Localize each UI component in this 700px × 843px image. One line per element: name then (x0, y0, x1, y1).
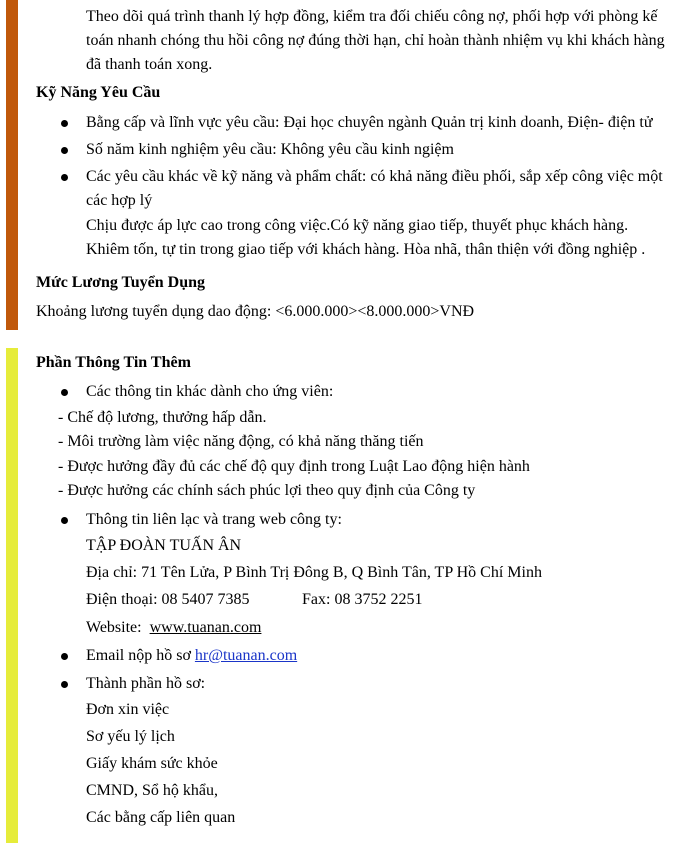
bullet-icon (61, 120, 68, 127)
intro-line: đã thanh toán xong. (86, 56, 213, 73)
bullet-icon (61, 517, 68, 524)
salary-text: Khoảng lương tuyển dụng dao động: <6.000.000><8.000.000>VNĐ (36, 303, 475, 320)
skills-bullet: Các yêu cầu khác về kỹ năng và phẩm chất: có khả năng điều phối, sắp xếp công việc một (86, 168, 663, 185)
bullet-icon (61, 389, 68, 396)
website-link[interactable]: www.tuanan.com (149, 619, 262, 636)
skills-continuation: Khiêm tốn, tự tin trong giao tiếp với khách hàng. Hòa nhã, thân thiện với đồng nghiệp . (86, 241, 646, 258)
website-label: Website: (86, 619, 142, 636)
section-accent-bar-top (6, 0, 18, 330)
benefit-item: - Môi trường làm việc năng động, có khả năng thăng tiến (58, 433, 424, 450)
salary-heading: Mức Lương Tuyển Dụng (36, 274, 205, 291)
bullet-icon (61, 147, 68, 154)
skills-heading: Kỹ Năng Yêu Cầu (36, 84, 161, 101)
document-item: Sơ yếu lý lịch (86, 728, 175, 745)
intro-line: toán nhanh chóng thu hồi công nợ đúng thời hạn, chỉ hoàn thành nhiệm vụ khi khách hàng (86, 32, 665, 49)
other-info-label: Các thông tin khác dành cho ứng viên: (86, 383, 334, 400)
bullet-icon (61, 174, 68, 181)
bullet-icon (61, 653, 68, 660)
section-accent-bar-bottom (6, 348, 18, 843)
document-item: Đơn xin việc (86, 701, 170, 718)
skills-bullet: Bằng cấp và lĩnh vực yêu cầu: Đại học chuyên ngành Quản trị kinh doanh, Điện- điện tử (86, 114, 653, 131)
extra-heading: Phần Thông Tin Thêm (36, 354, 191, 371)
company-fax: Fax: 08 3752 2251 (302, 591, 423, 608)
email-link[interactable]: hr@tuanan.com (194, 647, 298, 664)
benefit-item: - Được hưởng đầy đủ các chế độ quy định trong Luật Lao động hiện hành (58, 458, 530, 475)
contact-label: Thông tin liên lạc và trang web công ty: (86, 511, 342, 528)
document-item: Giấy khám sức khỏe (86, 755, 218, 772)
skills-continuation: các hợp lý (86, 192, 153, 209)
skills-bullet: Số năm kinh nghiệm yêu cầu: Không yêu cầu kinh ngiệm (86, 141, 454, 158)
document-item: Các bằng cấp liên quan (86, 809, 236, 826)
document-item: CMND, Sổ hộ khẩu, (86, 782, 219, 799)
benefit-item: - Chế độ lương, thưởng hấp dẫn. (58, 409, 267, 426)
website-row (86, 618, 261, 638)
documents-label: Thành phần hồ sơ: (86, 675, 206, 692)
company-address: Địa chỉ: 71 Tên Lửa, P Bình Trị Đông B, Q Bình Tân, TP Hồ Chí Minh (86, 564, 542, 581)
email-row (86, 646, 297, 666)
intro-line: Theo dõi quá trình thanh lý hợp đồng, kiểm tra đối chiếu công nợ, phối hợp với phòng kế (86, 8, 658, 25)
company-phone: Điện thoại: 08 5407 7385 (86, 591, 250, 608)
skills-continuation: Chịu được áp lực cao trong công việc.Có kỹ năng giao tiếp, thuyết phục khách hàng. (86, 217, 629, 234)
bullet-icon (61, 681, 68, 688)
email-label: Email nộp hồ sơ (86, 647, 191, 664)
benefit-item: - Được hưởng các chính sách phúc lợi theo quy định của Công ty (58, 482, 476, 499)
company-name: TẬP ĐOÀN TUẤN ÂN (86, 537, 242, 554)
